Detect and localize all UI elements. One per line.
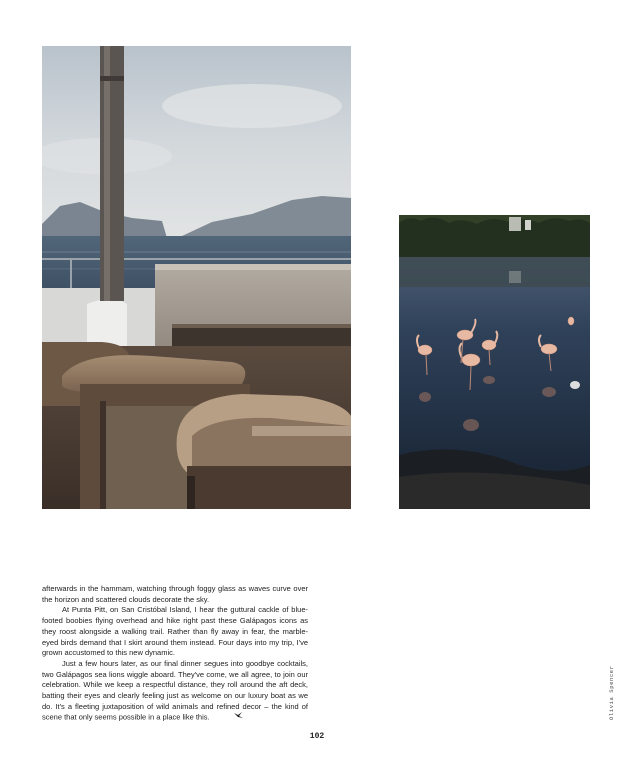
article-paragraph-3-text: Just a few hours later, as our final dinner segues into goodbye cocktails, two Galápagos sea lions wiggle aboard. They've come, we all agree, to join our celebration. While we keep a respectful distance, they roll around the aft deck, batting their eyes and clearly feeling just as welcome on our luxury boat as we do. It's a fleeting juxtaposition of wild animals and refined decor – the kind of scene that only seems possible in a place like this. <box>42 658 308 722</box>
photo-credit-text: Olivia Spencer <box>608 665 615 720</box>
bird-end-mark-icon <box>214 712 243 723</box>
article-paragraph-1: afterwards in the hammam, watching through foggy glass as waves curve over the horizon and scattered clouds decorate the sky. <box>42 584 308 604</box>
article-body <box>42 584 308 723</box>
page-number: 102 <box>309 732 325 741</box>
article-paragraph-3 <box>42 659 308 724</box>
photo-credit <box>608 665 622 720</box>
flamingo-lagoon-photo <box>399 215 590 509</box>
yacht-lounge-photo <box>42 46 351 509</box>
article-paragraph-2: At Punta Pitt, on San Cristóbal Island, I hear the guttural cackle of blue-footed boobies flying overhead and hike right past these Galápagos icons as they roost alongside a walking trail. Rather than fly away in fear, the marble-eyed birds demand that I skirt around them instead. Four days into my trip, I've grown accustomed to this new dynamic. <box>42 605 308 658</box>
